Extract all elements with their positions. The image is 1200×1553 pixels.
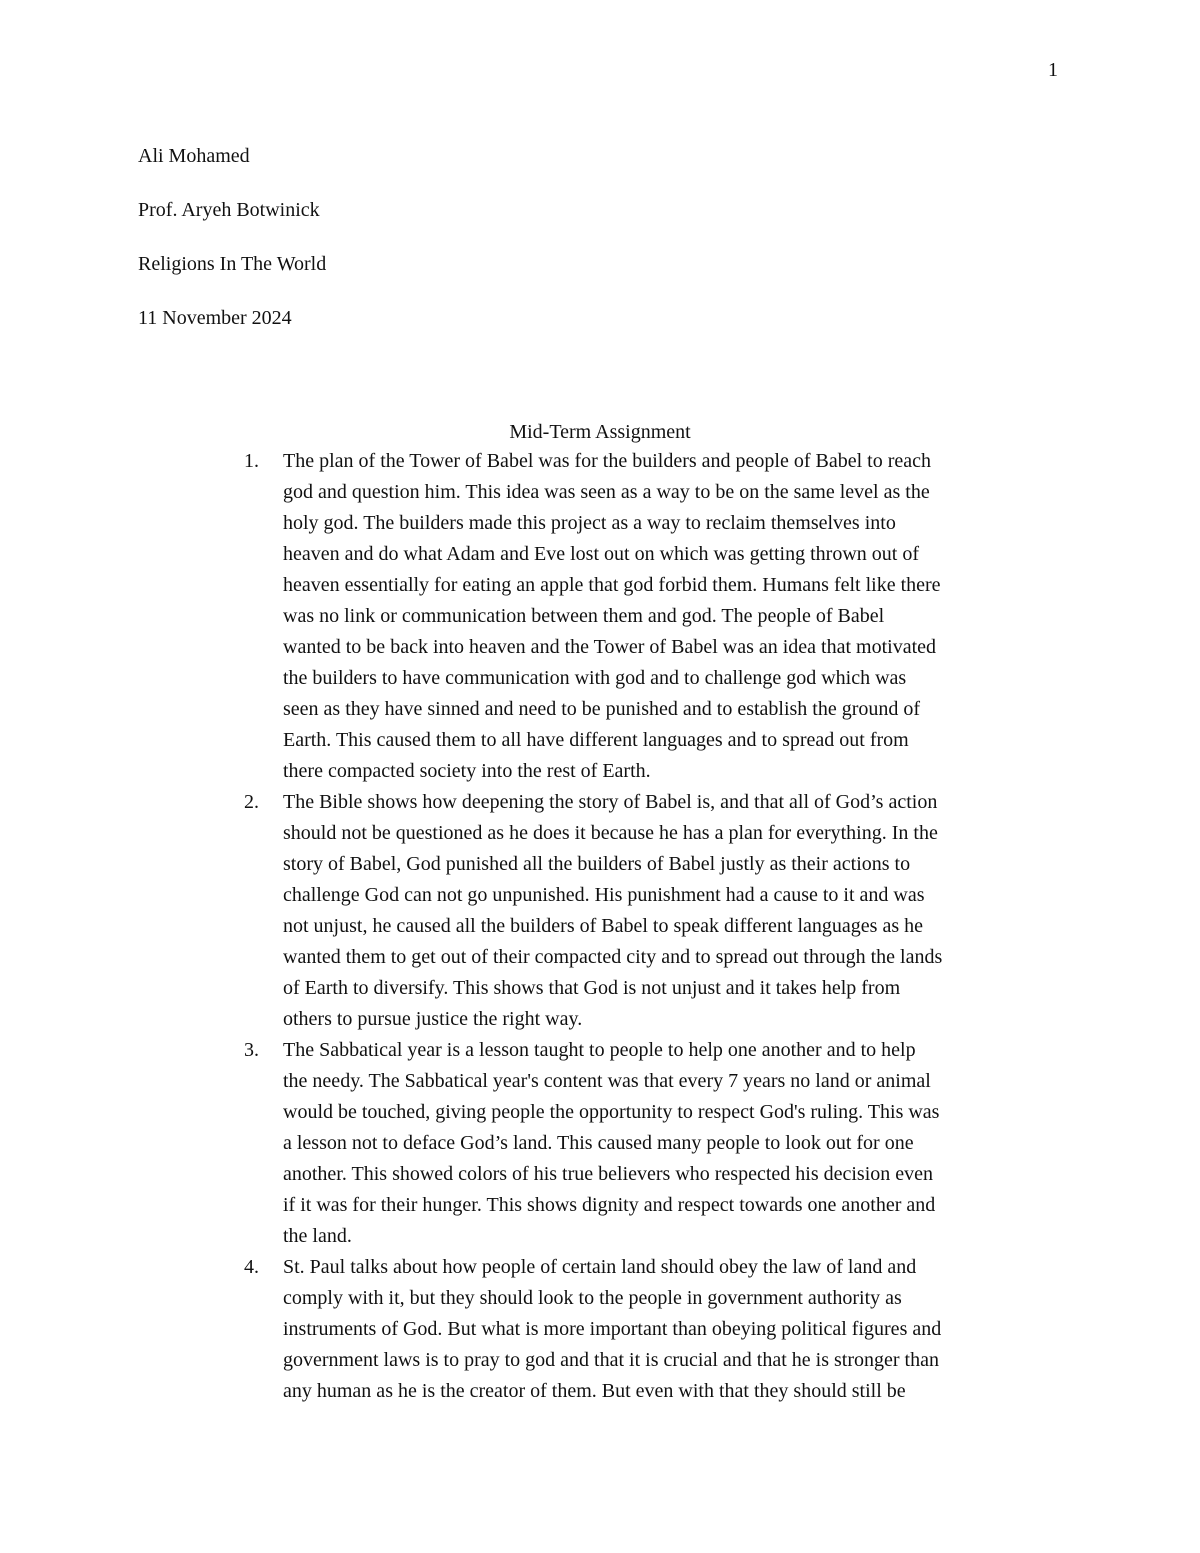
text-line: of Earth to diversify. This shows that God is not unjust and it takes help from xyxy=(283,977,901,999)
text-line: others to pursue justice the right way. xyxy=(283,1008,583,1030)
list-item-number: 3. xyxy=(244,1039,259,1061)
list-item-number: 4. xyxy=(244,1256,259,1278)
list-item xyxy=(244,1252,1074,1407)
text-line: another. This showed colors of his true believers who respected his decision even xyxy=(283,1163,934,1185)
list-item-number: 1. xyxy=(244,450,259,472)
answer-list xyxy=(244,446,1074,1407)
text-line: not unjust, he caused all the builders of Babel to speak different languages as he xyxy=(283,915,923,937)
text-line: was no link or communication between them and god. The people of Babel xyxy=(283,605,885,627)
text-line: The Bible shows how deepening the story of Babel is, and that all of God’s action xyxy=(283,791,938,813)
text-line: there compacted society into the rest of Earth. xyxy=(283,760,651,782)
text-line: St. Paul talks about how people of certain land should obey the law of land and xyxy=(283,1256,917,1278)
text-line: the builders to have communication with god and to challenge god which was xyxy=(283,667,907,689)
list-item xyxy=(244,1035,1074,1252)
text-line: The plan of the Tower of Babel was for the builders and people of Babel to reach xyxy=(283,450,932,472)
list-item-text xyxy=(283,1252,1074,1407)
text-line: any human as he is the creator of them. But even with that they should still be xyxy=(283,1380,906,1402)
text-line: Earth. This caused them to all have different languages and to spread out from xyxy=(283,729,909,751)
list-item xyxy=(244,446,1074,787)
text-line: heaven essentially for eating an apple that god forbid them. Humans felt like there xyxy=(283,574,941,596)
course-name: Religions In The World xyxy=(138,253,327,275)
text-line: the needy. The Sabbatical year's content was that every 7 years no land or animal xyxy=(283,1070,931,1092)
text-line: heaven and do what Adam and Eve lost out on which was getting thrown out of xyxy=(283,543,919,565)
text-line: holy god. The builders made this project as a way to reclaim themselves into xyxy=(283,512,896,534)
text-line: if it was for their hunger. This shows dignity and respect towards one another and xyxy=(283,1194,936,1216)
list-item-text xyxy=(283,446,1074,787)
list-item-text xyxy=(283,787,1074,1035)
author-name: Ali Mohamed xyxy=(138,145,250,167)
list-item xyxy=(244,787,1074,1035)
list-item-text xyxy=(283,1035,1074,1252)
text-line: The Sabbatical year is a lesson taught to people to help one another and to help xyxy=(283,1039,916,1061)
text-line: seen as they have sinned and need to be punished and to establish the ground of xyxy=(283,698,921,720)
text-line: story of Babel, God punished all the builders of Babel justly as their actions to xyxy=(283,853,911,875)
document-title: Mid-Term Assignment xyxy=(509,421,691,443)
page-number: 1 xyxy=(1048,59,1058,81)
text-line: comply with it, but they should look to the people in government authority as xyxy=(283,1287,902,1309)
text-line: a lesson not to deface God’s land. This caused many people to look out for one xyxy=(283,1132,914,1154)
text-line: government laws is to pray to god and that it is crucial and that he is stronger than xyxy=(283,1349,939,1371)
text-line: wanted them to get out of their compacted city and to spread out through the lands xyxy=(283,946,943,968)
text-line: would be touched, giving people the opportunity to respect God's ruling. This was xyxy=(283,1101,940,1123)
text-line: instruments of God. But what is more important than obeying political figures and xyxy=(283,1318,942,1340)
text-line: wanted to be back into heaven and the Tower of Babel was an idea that motivated xyxy=(283,636,937,658)
list-item-number: 2. xyxy=(244,791,259,813)
text-line: should not be questioned as he does it because he has a plan for everything. In the xyxy=(283,822,938,844)
document-date: 11 November 2024 xyxy=(138,307,292,329)
professor-name: Prof. Aryeh Botwinick xyxy=(138,199,320,221)
text-line: god and question him. This idea was seen as a way to be on the same level as the xyxy=(283,481,930,503)
heading-block xyxy=(138,144,1038,360)
text-line: challenge God can not go unpunished. His punishment had a cause to it and was xyxy=(283,884,925,906)
text-line: the land. xyxy=(283,1225,352,1247)
